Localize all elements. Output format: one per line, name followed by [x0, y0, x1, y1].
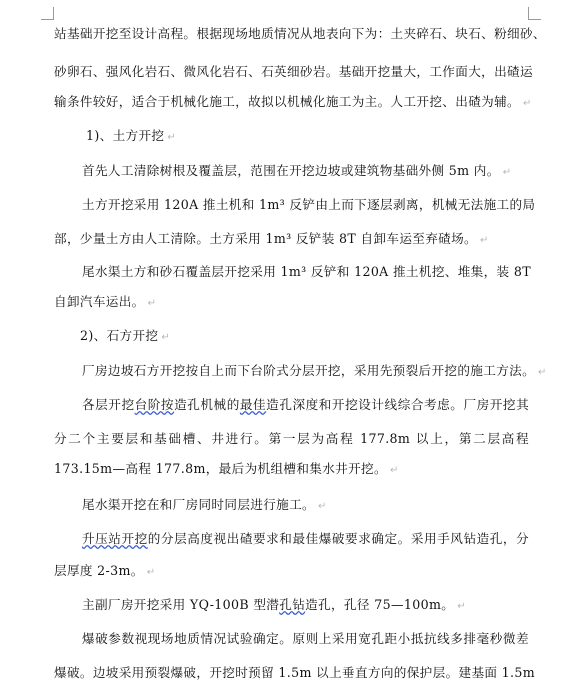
- text-line: [54, 561, 529, 583]
- paragraph-mark-icon: ↵: [502, 167, 512, 178]
- paragraph-mark-icon: ↵: [538, 367, 547, 378]
- text-span: 尾水渠土方和砂石覆盖层开挖采用 1m³ 反铲和 120A 推土机挖、堆集，装 8T: [82, 264, 531, 279]
- text-span: 1)、土方开挖: [86, 128, 165, 143]
- text-span: 173.15m—高程 177.8m，最后为机组槽和集水井开挖。: [54, 461, 387, 476]
- text-line: [82, 495, 529, 517]
- margin-corner-top-left: [41, 7, 54, 20]
- paragraph-mark-icon: ↵: [147, 298, 157, 309]
- text-span: 造孔，孔径 75—100m。: [305, 597, 455, 612]
- text-span: 尾水渠开挖在和厂房同时同层进行施工。: [82, 497, 315, 512]
- text-span: 输条件较好，适合于机械化施工，故拟以机械化施工为主。人工开挖、出碴为辅。: [54, 94, 520, 109]
- text-line: [82, 629, 529, 649]
- paragraph-mark-icon: ↵: [161, 332, 171, 343]
- section-heading: [80, 326, 527, 348]
- text-line: [82, 595, 529, 617]
- paragraph-mark-icon: ↵: [457, 601, 466, 612]
- text-span: 造孔机械的: [174, 397, 240, 412]
- margin-corner-top-right: [528, 7, 541, 20]
- paragraph-mark-icon: ↵: [318, 501, 327, 512]
- text-span: 自卸汽车运出。: [54, 294, 145, 309]
- text-line: [82, 529, 529, 549]
- paragraph-mark-icon: ↵: [522, 98, 532, 109]
- text-span: 分二个主要层和基础槽、井进行。第一层为高程 177.8m 以上，第二层高程: [54, 431, 529, 446]
- text-line: [82, 195, 536, 215]
- paragraph-mark-icon: ↵: [389, 465, 399, 476]
- text-line: [82, 361, 547, 383]
- text-span: 首先人工清除树根及覆盖层，范围在开挖边坡或建筑物基础外侧 5m 内。: [82, 163, 500, 178]
- section-heading: [86, 126, 533, 148]
- text-line: [54, 62, 533, 82]
- text-line: [54, 92, 532, 114]
- text-span: 2)、石方开挖: [80, 328, 159, 343]
- text-span: 主副厂房开挖采用 YQ-100B 型潜: [82, 597, 280, 612]
- text-span: 层厚度 2-3m。: [54, 563, 144, 578]
- text-span: 爆破参数视现场地质情况试验确定。原则上采用宽孔距小抵抗线多排毫秒微差: [82, 631, 529, 646]
- paragraph-mark-icon: ↵: [146, 567, 156, 578]
- text-line: [54, 663, 536, 683]
- text-line: [54, 459, 529, 481]
- paragraph-mark-icon: ↵: [167, 132, 177, 143]
- text-line: [82, 262, 529, 282]
- text-span: 部，少量土方由人工清除。土方采用 1m³ 反铲装 8T 自卸车运至弃碴场。: [54, 231, 478, 246]
- text-line: [54, 292, 529, 314]
- text-span: 土方开挖采用 120A 推土机和 1m³ 反铲由上而下逐层剥离，机械无法施工的局: [82, 197, 536, 212]
- paragraph-mark-icon: ↵: [480, 235, 489, 246]
- underlined-phrase: 升压站开挖: [82, 531, 148, 546]
- text-span: 的分层高度视出碴要求和最佳爆破要求确定。采用手风钻造孔，分: [147, 531, 529, 546]
- text-line: [54, 24, 546, 44]
- text-span: 爆破。边坡采用预裂爆破，开挖时预留 1.5m 以上垂直方向的保护层。建基面 1.5m: [54, 665, 536, 680]
- text-line: [54, 229, 529, 251]
- text-line: [82, 395, 529, 415]
- text-span: 厂房边坡石方开挖按自上而下台阶式分层开挖，采用先预裂后开挖的施工方法。: [82, 363, 536, 378]
- underlined-phrase: 孔钻: [279, 597, 306, 612]
- text-line: [82, 161, 529, 183]
- text-line: [54, 429, 529, 449]
- underlined-phrase: 台阶按: [134, 397, 175, 412]
- text-span: 站基础开挖至设计高程。根据现场地质情况从地表向下为：土夹碎石、块石、粉细砂、: [54, 26, 546, 41]
- underlined-phrase: 最佳: [239, 397, 267, 412]
- text-span: 各层开挖: [82, 397, 135, 412]
- text-span: 造孔深度和开挖设计线综合考虑。厂房开挖其: [266, 397, 530, 412]
- text-span: 砂卵石、强风化岩石、微风化岩石、石英细砂岩。基础开挖量大，工作面大，出碴运: [54, 64, 533, 79]
